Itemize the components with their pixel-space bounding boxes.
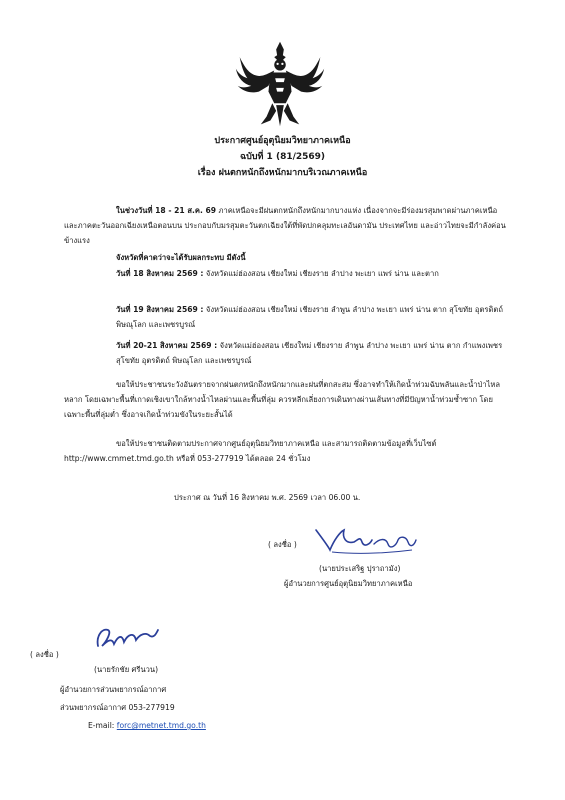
schedule-date: วันที่ 19 สิงหาคม 2569 : — [116, 305, 204, 314]
affected-provinces-heading: จังหวัดที่คาดว่าจะได้รับผลกระทบ มีดังนี้ — [116, 253, 246, 262]
signer1-name: (นายประเสริฐ ปุราถามัง) — [319, 564, 401, 573]
intro-period: ในช่วงวันที่ 18 - 21 ส.ค. 69 — [116, 206, 217, 215]
intro-text: ภาคเหนือจะมีฝนตกหนักถึงหนักมากบางแห่ง เนื่องจากจะมีร่องมรสุมพาดผ่านภาคเหนือและภาคตะวันออกเฉียงเหนือตอนบน ประกอบกับมรสุมตะวันตกเฉียงใต้ที่พัดปกคลุมทะเลอันดามัน ประเทศไทย และอ่าวไทยจะมีกำลังค่อนข้างแรง — [64, 206, 506, 245]
announcement-issue-number: ฉบับที่ 1 (81/2569) — [239, 152, 326, 162]
signer1-signature — [312, 524, 420, 558]
intro-paragraph — [64, 203, 510, 248]
schedule-provinces: จังหวัดแม่ฮ่องสอน เชียงใหม่ เชียงราย ลำปาง พะเยา แพร่ น่าน และตาก — [203, 269, 439, 278]
signer2-position: ผู้อำนวยการส่วนพยากรณ์อากาศ — [60, 685, 167, 694]
email-label: E-mail: — [88, 721, 117, 730]
signer2-sign-label: ( ลงชื่อ ) — [30, 650, 59, 659]
schedule-provinces: จังหวัดแม่ฮ่องสอน เชียงใหม่ เชียงราย ลำพูน ลำปาง พะเยา แพร่ น่าน ตาก กำแพงเพชร สุโขทัย อุตรดิตถ์ พิษณุโลก และเพชรบูรณ์ — [116, 341, 503, 365]
schedule-date: วันที่ 20-21 สิงหาคม 2569 : — [116, 341, 218, 350]
announcement-date: ประกาศ ณ วันที่ 16 สิงหาคม พ.ศ. 2569 เวลา 06.00 น. — [174, 493, 361, 502]
signer2-signature — [92, 620, 162, 654]
schedule-provinces: จังหวัดแม่ฮ่องสอน เชียงใหม่ เชียงราย ลำพูน ลำปาง พะเยา แพร่ น่าน ตาก สุโขทัย อุตรดิตถ์ พิษณุโลก และเพชรบูรณ์ — [116, 305, 503, 329]
schedule-date: วันที่ 18 สิงหาคม 2569 : — [116, 269, 204, 278]
announcement-org-title: ประกาศศูนย์อุตุนิยมวิทยาภาคเหนือ — [214, 136, 351, 146]
schedule-item — [116, 338, 516, 368]
announcement-subject: เรื่อง ฝนตกหนักถึงหนักมากบริเวณภาคเหนือ — [197, 168, 368, 178]
signer2-name: (นายรักชัย ศรีนวน) — [94, 665, 159, 674]
signer2-email-row — [88, 719, 206, 733]
warning-paragraph: ขอให้ประชาชนระวังอันตรายจากฝนตกหนักถึงหนักมากและฝนที่ตกสะสม ซึ่งอาจทำให้เกิดน้ำท่วมฉับพลันและน้ำป่าไหลหลาก โดยเฉพาะพื้นที่เกาดเชิงเขาใกล้ทางน้ำไหลผ่านและพื้นที่ลุ่ม ควรหลีกเลี่ยงการเดินทางผ่านเส้นทางที่มีปัญหาน้ำท่วมซ้ำซาก โดยเฉพาะพื้นที่ลุ่มต่ำ ซึ่งอาจเกิดน้ำท่วมขังในระยะสั้นได้ — [64, 380, 501, 419]
email-link[interactable]: forc@metnet.tmd.go.th — [116, 721, 206, 730]
signer1-sign-label: ( ลงชื่อ ) — [268, 540, 297, 549]
signer1-position: ผู้อำนวยการศูนย์อุตุนิยมวิทยาภาคเหนือ — [284, 579, 413, 588]
follow-paragraph: ขอให้ประชาชนติดตามประกาศจากศูนย์อุตุนิยมวิทยาภาคเหนือ และสามารถติดตามข้อมูลที่เว็บไซต์ http://www.cmmet.tmd.go.th หรือที่ 053-277919 ได้ตลอด 24 ชั่วโมง — [64, 439, 437, 463]
schedule-item — [116, 266, 516, 281]
signer2-unit-phone: ส่วนพยากรณ์อากาศ 053-277919 — [60, 703, 175, 712]
garuda-emblem-icon — [232, 36, 328, 132]
schedule-item — [116, 302, 516, 332]
